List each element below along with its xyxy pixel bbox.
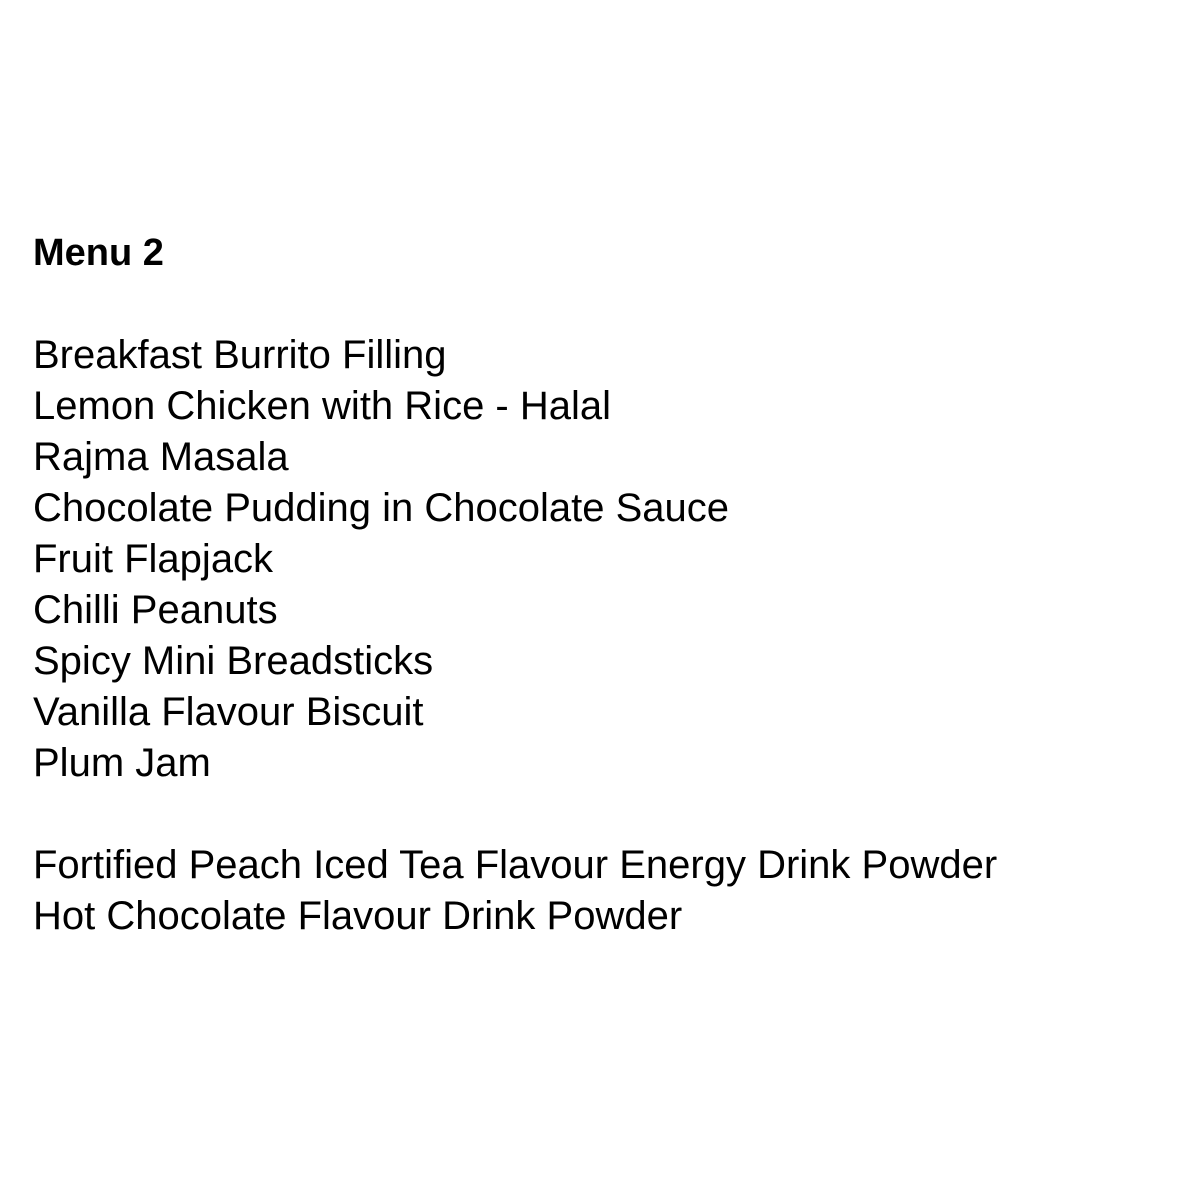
menu-item: Chocolate Pudding in Chocolate Sauce — [33, 486, 730, 530]
menu-item: Vanilla Flavour Biscuit — [33, 690, 424, 734]
menu-item: Fruit Flapjack — [33, 537, 274, 581]
menu-item: Breakfast Burrito Filling — [33, 333, 447, 377]
blank-line — [33, 789, 1173, 840]
menu-item: Rajma Masala — [33, 435, 289, 479]
drink-item-list — [33, 840, 1173, 942]
menu-item: Lemon Chicken with Rice - Halal — [33, 384, 612, 428]
menu-item: Spicy Mini Breadsticks — [33, 639, 434, 683]
blank-line — [33, 279, 1173, 330]
food-item-list — [33, 330, 1173, 789]
drink-item: Fortified Peach Iced Tea Flavour Energy Drink Powder — [33, 843, 998, 887]
drink-item: Hot Chocolate Flavour Drink Powder — [33, 894, 683, 938]
menu-item: Plum Jam — [33, 741, 211, 785]
menu-document — [33, 228, 1173, 942]
menu-item: Chilli Peanuts — [33, 588, 278, 632]
menu-title: Menu 2 — [33, 232, 164, 274]
